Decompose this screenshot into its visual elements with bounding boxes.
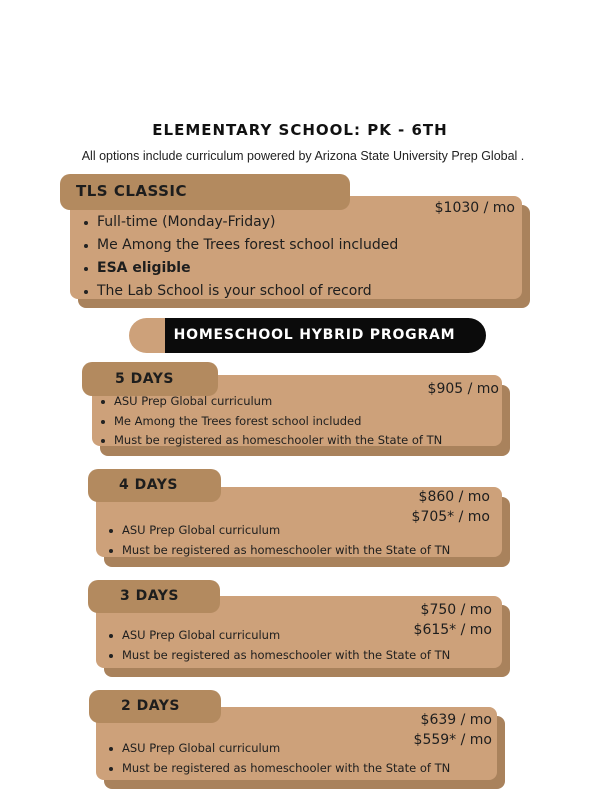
classic-feature: Full-time (Monday-Friday) [97, 211, 398, 234]
plan-feature: Must be registered as homeschooler with the State of TN [114, 431, 442, 451]
plan-feature: Must be registered as homeschooler with the State of TN [122, 646, 450, 666]
plan-feature: ASU Prep Global curriculum [122, 521, 450, 541]
plan-feature-list [122, 521, 450, 560]
plan-feature: Me Among the Trees forest school included [114, 412, 442, 432]
plan-price: $860 / mo [418, 489, 490, 505]
classic-price: $1030 / mo [434, 200, 515, 216]
classic-feature: Me Among the Trees forest school included [97, 234, 398, 257]
plan-feature: Must be registered as homeschooler with the State of TN [122, 759, 450, 779]
hybrid-heading: HOMESCHOOL HYBRID PROGRAM [143, 318, 486, 353]
hybrid-heading-accent [129, 318, 165, 353]
plan-name: 2 DAYS [121, 698, 180, 714]
classic-feature-esa: ESA eligible [97, 257, 398, 280]
plan-tab [82, 362, 218, 396]
plan-feature: ASU Prep Global curriculum [122, 739, 450, 759]
plan-name: 3 DAYS [120, 588, 179, 604]
page-subtitle: All options include curriculum powered by Arizona State University Prep Global . [81, 149, 525, 163]
plan-tab [88, 580, 220, 613]
plan-feature-list [122, 626, 450, 665]
plan-tab [89, 690, 221, 723]
plan-alt-price: $705* / mo [411, 509, 490, 525]
plan-price: $905 / mo [427, 381, 499, 397]
classic-feature-list [97, 211, 398, 303]
plan-alt-price: $615* / mo [413, 622, 492, 638]
plan-price: $750 / mo [420, 602, 492, 618]
plan-feature: ASU Prep Global curriculum [114, 392, 442, 412]
plan-tab [88, 469, 221, 502]
plan-alt-price: $559* / mo [413, 732, 492, 748]
hybrid-heading-banner [129, 318, 486, 353]
classic-tab [60, 174, 350, 210]
classic-plan-name: TLS CLASSIC [76, 182, 188, 200]
plan-feature-list [122, 739, 450, 778]
plan-feature: Must be registered as homeschooler with the State of TN [122, 541, 450, 561]
plan-price: $639 / mo [420, 712, 492, 728]
plan-name: 5 DAYS [115, 371, 174, 387]
page-title: ELEMENTARY SCHOOL: PK - 6TH [152, 121, 448, 139]
plan-feature-list [114, 392, 442, 451]
classic-feature: The Lab School is your school of record [97, 280, 398, 303]
plan-feature: ASU Prep Global curriculum [122, 626, 450, 646]
plan-name: 4 DAYS [119, 477, 178, 493]
